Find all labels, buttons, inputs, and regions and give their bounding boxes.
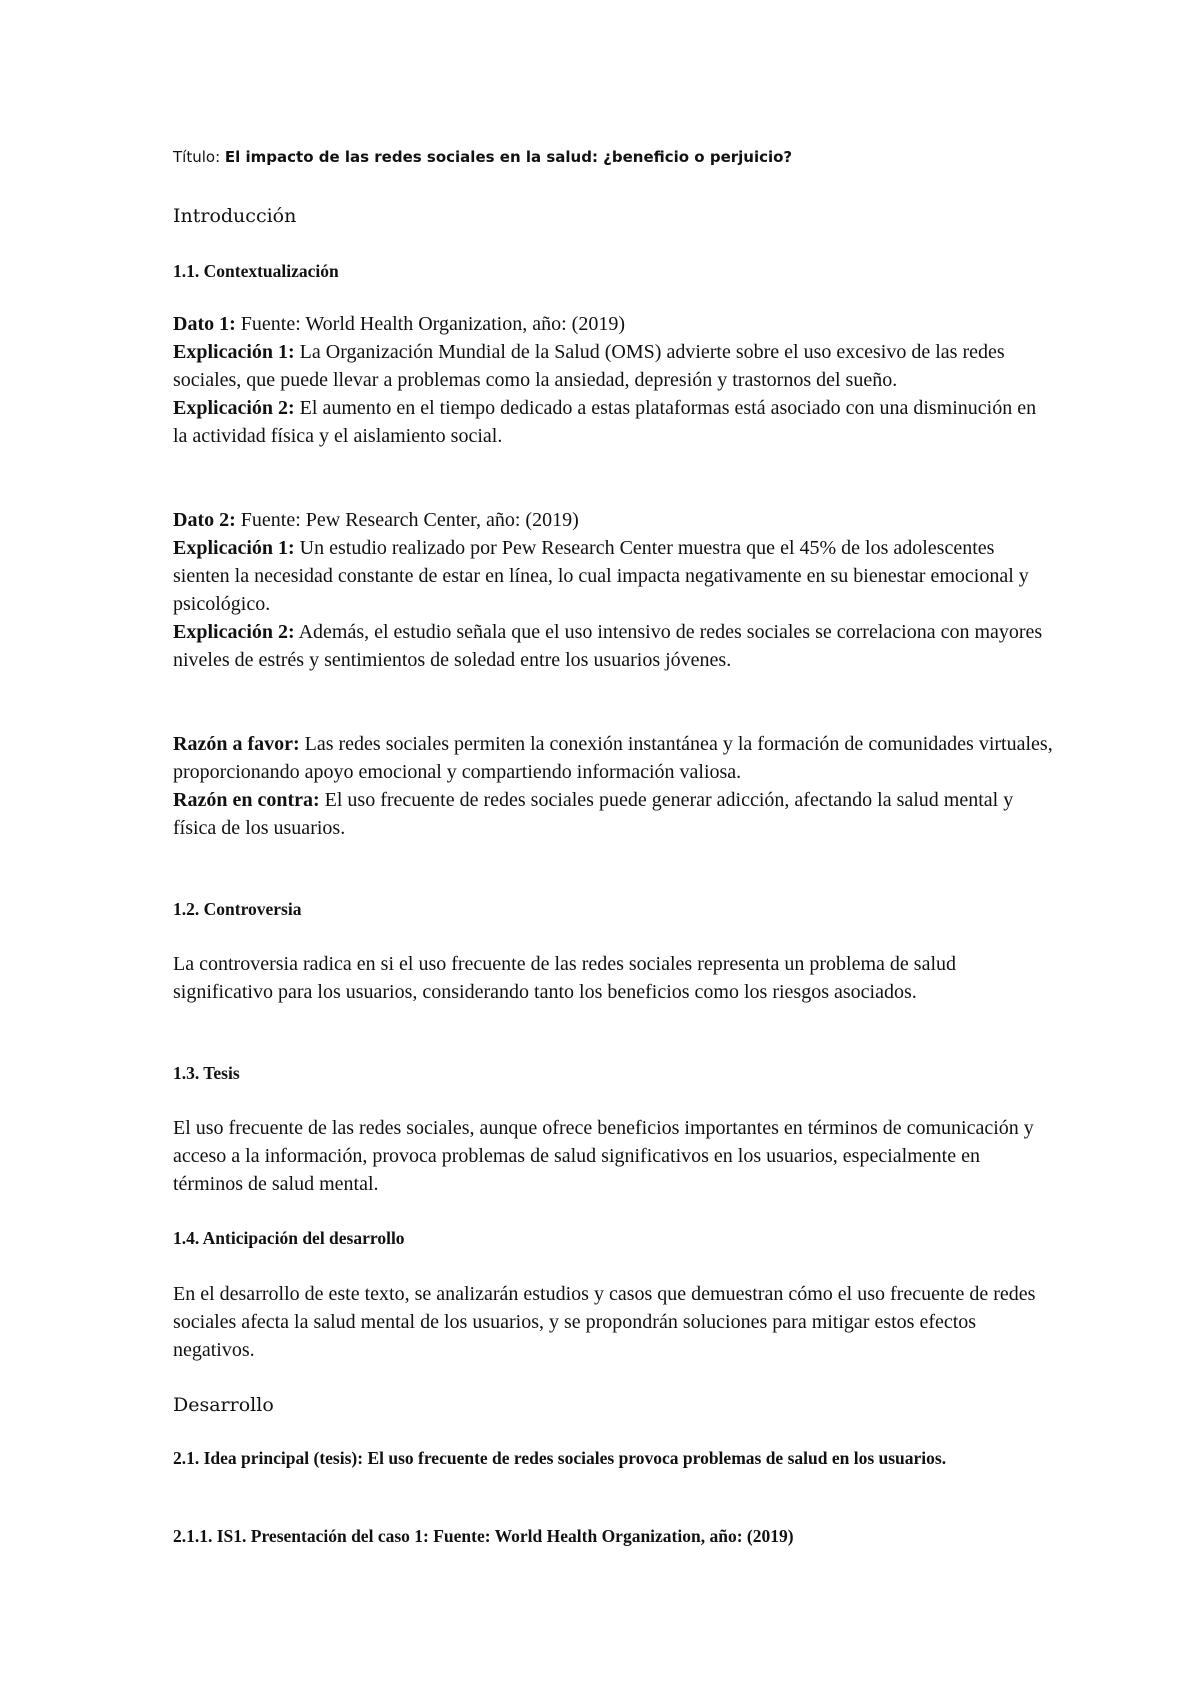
dato-2-label: Dato 2: xyxy=(173,509,236,531)
title-text: El impacto de las redes sociales en la salud: ¿beneficio o perjuicio? xyxy=(224,148,793,166)
dato-1-explicacion-1-label: Explicación 1: xyxy=(173,341,295,363)
dato-2-explicacion-1-text: Un estudio realizado por Pew Research Center muestra que el 45% de los adolescentes sienten la necesidad constante de estar en línea, lo cual impacta negativamente en su bienestar emocional y psicológico. xyxy=(173,537,1029,615)
dato-1-explicacion-2-label: Explicación 2: xyxy=(173,397,295,419)
dato-1-explicacion-2-text: El aumento en el tiempo dedicado a estas plataformas está asociado con una disminución en la actividad física y el aislamiento social. xyxy=(173,397,1037,447)
dato-1-block xyxy=(173,310,1053,450)
document-title xyxy=(173,147,1053,167)
heading-contextualizacion: 1.1. Contextualización xyxy=(173,261,339,281)
heading-tesis: 1.3. Tesis xyxy=(173,1063,240,1083)
heading-introduccion: Introducción xyxy=(173,205,297,227)
razon-a-favor-text: Las redes sociales permiten la conexión instantánea y la formación de comunidades virtuales, proporcionando apoyo emocional y compartiendo información valiosa. xyxy=(173,733,1053,783)
razones-block xyxy=(173,730,1053,842)
razon-a-favor-label: Razón a favor: xyxy=(173,733,300,755)
dato-1-source: Fuente: World Health Organization, año: (2019) xyxy=(235,313,625,335)
heading-controversia: 1.2. Controversia xyxy=(173,899,302,919)
heading-idea-principal: 2.1. Idea principal (tesis): El uso frecuente de redes sociales provoca problemas de salud en los usuarios. xyxy=(173,1448,947,1468)
dato-2-source: Fuente: Pew Research Center, año: (2019) xyxy=(235,509,579,531)
dato-2-explicacion-1-label: Explicación 1: xyxy=(173,537,295,559)
razon-en-contra-text: El uso frecuente de redes sociales puede generar adicción, afectando la salud mental y física de los usuarios. xyxy=(173,789,1014,839)
heading-caso-1: 2.1.1. IS1. Presentación del caso 1: Fuente: World Health Organization, año: (2019) xyxy=(173,1526,794,1546)
tesis-paragraph: El uso frecuente de las redes sociales, aunque ofrece beneficios importantes en términos de comunicación y acceso a la información, provoca problemas de salud significativos en los usuarios, especialmente en términos de salud mental. xyxy=(173,1117,1034,1195)
controversia-paragraph: La controversia radica en si el uso frecuente de las redes sociales representa un problema de salud significativo para los usuarios, considerando tanto los beneficios como los riesgos asociados. xyxy=(173,953,956,1003)
dato-1-label: Dato 1: xyxy=(173,313,236,335)
heading-anticipacion: 1.4. Anticipación del desarrollo xyxy=(173,1228,405,1248)
heading-desarrollo: Desarrollo xyxy=(173,1394,274,1416)
anticipacion-paragraph: En el desarrollo de este texto, se analizarán estudios y casos que demuestran cómo el uso frecuente de redes sociales afecta la salud mental de los usuarios, y se propondrán soluciones para mitigar estos efectos negativos. xyxy=(173,1283,1036,1361)
razon-en-contra-label: Razón en contra: xyxy=(173,789,320,811)
title-label: Título: xyxy=(173,148,221,166)
dato-2-block xyxy=(173,506,1053,674)
dato-2-explicacion-2-text: Además, el estudio señala que el uso intensivo de redes sociales se correlaciona con mayores niveles de estrés y sentimientos de soledad entre los usuarios jóvenes. xyxy=(173,621,1043,671)
dato-2-explicacion-2-label: Explicación 2: xyxy=(173,621,295,643)
dato-1-explicacion-1-text: La Organización Mundial de la Salud (OMS) advierte sobre el uso excesivo de las redes sociales, que puede llevar a problemas como la ansiedad, depresión y trastornos del sueño. xyxy=(173,341,1005,391)
